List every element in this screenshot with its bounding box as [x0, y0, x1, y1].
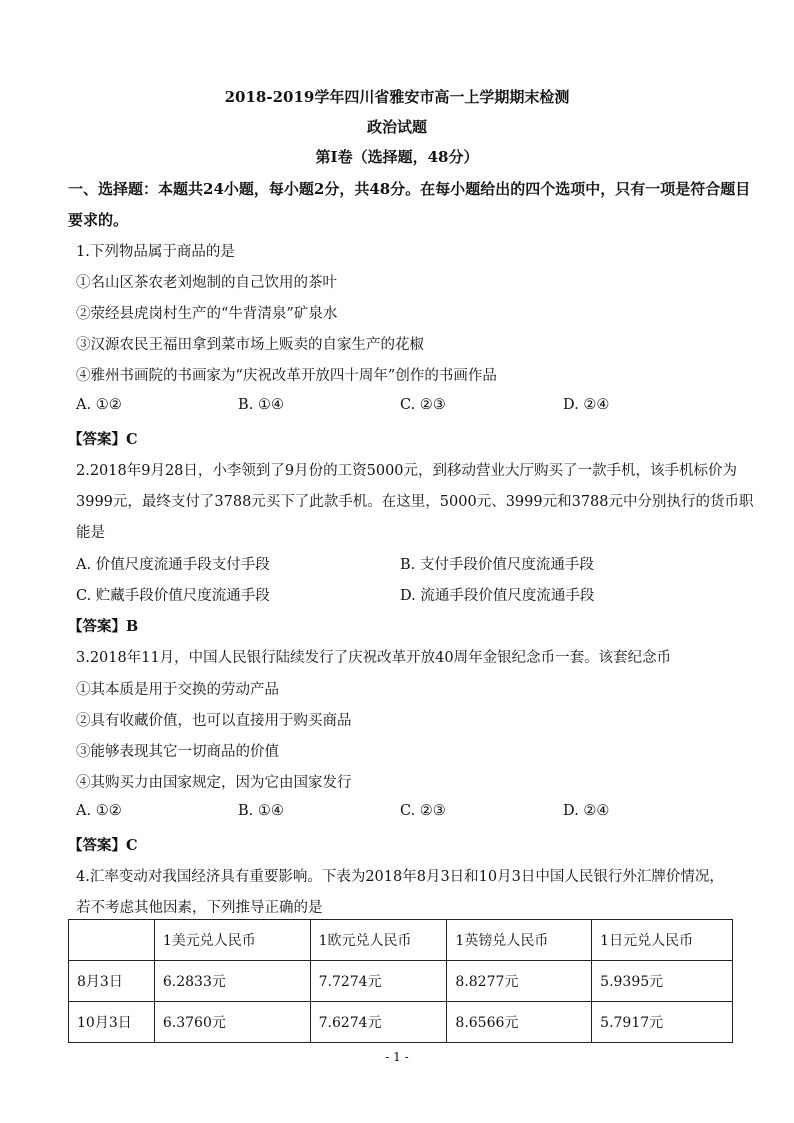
table-cell: 5.7917元	[592, 1002, 733, 1043]
q3-option-c: C. ②③	[400, 803, 446, 819]
q1-option-a: A. ①②	[76, 397, 122, 413]
q2-option-c: C. 贮藏手段价值尺度流通手段	[76, 588, 270, 604]
q1-answer: 【答案】C	[68, 431, 138, 448]
q1-option-c: C. ②③	[400, 397, 446, 413]
table-cell: 10月3日	[69, 1002, 155, 1043]
q1-item: ③汉源农民王福田拿到菜市场上贩卖的自家生产的花椒	[76, 337, 424, 353]
q1-item: ①名山区茶农老刘炮制的自己饮用的茶叶	[76, 275, 337, 291]
q1-item: ②荥经县虎岗村生产的“牛背清泉”矿泉水	[76, 306, 338, 322]
q3-option-a: A. ①②	[76, 803, 122, 819]
table-cell: 7.7274元	[310, 961, 447, 1002]
exchange-rate-table	[68, 919, 733, 1043]
table-cell: 6.3760元	[154, 1002, 310, 1043]
q2-option-b: B. 支付手段价值尺度流通手段	[400, 557, 594, 573]
table-cell: 8.6566元	[447, 1002, 592, 1043]
table-header-cell: 1欧元兑人民币	[310, 920, 447, 961]
table-header-cell: 1美元兑人民币	[154, 920, 310, 961]
section-instruction: 一、选择题：本题共24小题，每小题2分，共48分。在每小题给出的四个选项中，只有一项是符合题目	[68, 180, 751, 198]
q3-option-b: B. ①④	[238, 803, 284, 819]
table-header-cell: 1日元兑人民币	[592, 920, 733, 961]
q1-stem: 1.下列物品属于商品的是	[76, 244, 235, 260]
document-title: 2018-2019学年四川省雅安市高一上学期期末检测	[224, 88, 570, 106]
subject-title: 政治试题	[366, 118, 427, 136]
q3-item: ②具有收藏价值，也可以直接用于购买商品	[76, 713, 352, 729]
q1-option-d: D. ②④	[563, 397, 610, 413]
q2-stem-cont: 3999元，最终支付了3788元买下了此款手机。在这里，5000元、3999元和3788元中分别执行的货币职	[76, 494, 754, 510]
table-cell: 5.9395元	[592, 961, 733, 1002]
table-row	[69, 1002, 733, 1043]
table-cell: 8.8277元	[447, 961, 592, 1002]
q2-answer: 【答案】B	[68, 618, 139, 635]
q3-stem: 3.2018年11月，中国人民银行陆续发行了庆祝改革开放40周年金银纪念币一套。该套纪念币	[76, 650, 672, 666]
q4-stem: 4.汇率变动对我国经济具有重要影响。下表为2018年8月3日和10月3日中国人民银行外汇牌价情况，	[76, 869, 724, 885]
table-header-cell: 1英镑兑人民币	[447, 920, 592, 961]
section-instruction-cont: 要求的。	[68, 211, 129, 229]
table-cell: 6.2833元	[154, 961, 310, 1002]
q4-stem-cont: 若不考虑其他因素，下列推导正确的是	[76, 900, 323, 916]
q3-answer: 【答案】C	[68, 837, 138, 854]
q3-item: ③能够表现其它一切商品的价值	[76, 744, 279, 760]
q2-option-d: D. 流通手段价值尺度流通手段	[400, 588, 595, 604]
table-header-row	[69, 920, 733, 961]
q2-stem: 2.2018年9月28日，小李领到了9月份的工资5000元，到移动营业大厅购买了一款手机，该手机标价为	[76, 463, 738, 479]
table-header-cell	[69, 920, 155, 961]
q2-option-a: A. 价值尺度流通手段支付手段	[76, 557, 270, 573]
table-row	[69, 961, 733, 1002]
volume-title: 第Ⅰ卷（选择题，48分）	[315, 148, 479, 166]
page-number: - 1 -	[385, 1050, 409, 1064]
table-cell: 8月3日	[69, 961, 155, 1002]
q2-stem-cont: 能是	[76, 525, 105, 541]
table-cell: 7.6274元	[310, 1002, 447, 1043]
q1-option-b: B. ①④	[238, 397, 284, 413]
q3-option-d: D. ②④	[563, 803, 610, 819]
q3-item: ④其购买力由国家规定，因为它由国家发行	[76, 775, 352, 791]
q1-item: ④雅州书画院的书画家为“庆祝改革开放四十周年”创作的书画作品	[76, 368, 497, 384]
q3-item: ①其本质是用于交换的劳动产品	[76, 682, 279, 698]
